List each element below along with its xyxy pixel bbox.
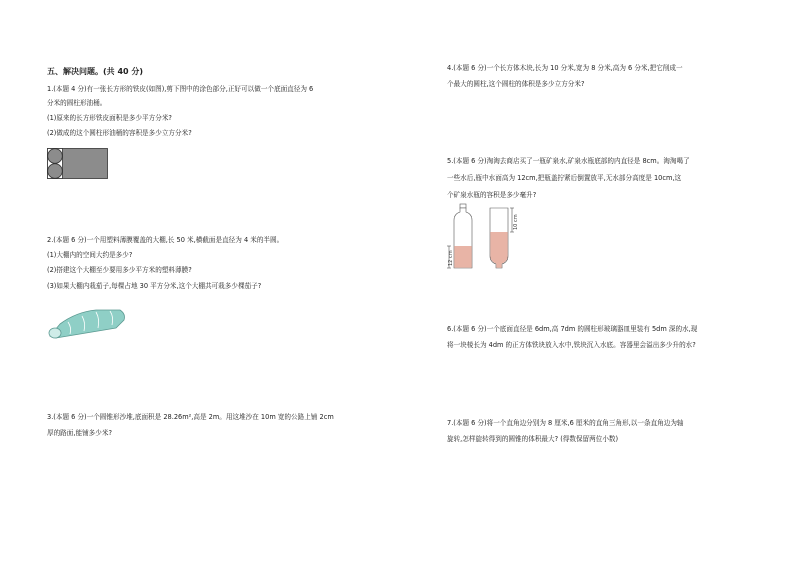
circle-bottom	[48, 164, 63, 179]
q3-text-line2: 厚的路面,能铺多少米?	[47, 429, 112, 437]
q5-text-line2: 一些水后,瓶中水面高为 12cm,把瓶盖拧紧后倒置放平,无水部分高度是 10cm,这	[447, 174, 682, 182]
q2-greenhouse-figure	[46, 306, 126, 340]
label-12cm: 12 cm	[448, 250, 454, 266]
q1-text-line1: 1.(本题 4 分)有一张长方形的铁皮(如图),剪下图中的涂色部分,正好可以做一个底面直径为 6	[47, 85, 314, 93]
q5-text-line1: 5.(本题 6 分)淘淘去商店买了一瓶矿泉水,矿泉水瓶底部的内直径是 8cm。淘淘喝了	[447, 157, 690, 165]
q6-text-line2: 将一块棱长为 4dm 的正方体铁块放入水中,铁块沉入水底。容器里会溢出多少升的水?	[447, 341, 696, 349]
q5-text-line3: 个矿泉水瓶的容积是多少毫升?	[447, 191, 537, 199]
tunnel-front	[49, 328, 61, 338]
circle-top	[48, 149, 63, 164]
q2-sub3: (3)如果大棚内栽茄子,每棵占地 30 平方分米,这个大棚共可栽多少棵茄子?	[47, 282, 262, 290]
bottle-inverted	[490, 208, 519, 268]
q1-sheet-figure	[47, 148, 109, 180]
q4-text-line1: 4.(本题 6 分)一个长方体木块,长为 10 分米,宽为 8 分米,高为 6 分米,把它削成一	[447, 64, 683, 72]
bottle-upright-water	[454, 246, 471, 268]
q7-text-line1: 7.(本题 6 分)将一个直角边分别为 8 厘米,6 厘米的直角三角形,以一条直角边为轴	[447, 419, 684, 427]
q2-sub1: (1)大棚内的空间大约是多少?	[47, 251, 133, 259]
label-10cm: 10 cm	[513, 214, 519, 230]
q1-sub2: (2)做成的这个圆柱形油桶的容积是多少立方分米?	[47, 129, 192, 137]
bottle-upright	[447, 204, 472, 268]
q7-text-line2: 旋转,怎样旋转得到的圆锥的体积最大? (得数保留两位小数)	[447, 435, 619, 443]
q4-text-line2: 个最大的圆柱,这个圆柱的体积是多少立方分米?	[447, 80, 585, 88]
q1-text-line2: 分米的圆柱形油桶。	[47, 99, 107, 107]
q2-text-line1: 2.(本题 6 分)一个用塑料薄膜覆盖的大棚,长 50 米,横截面是直径为 4 米的半圆。	[47, 236, 284, 244]
q2-sub2: (2)搭建这个大棚至少要用多少平方米的塑料薄膜?	[47, 266, 192, 274]
q1-sub1: (1)原来的长方形铁皮面积是多少平方分米?	[47, 114, 172, 122]
q5-bottles-figure	[444, 202, 524, 272]
q6-text-line1: 6.(本题 6 分)一个底面直径是 6dm,高 7dm 的圆柱形玻璃器皿里装有 5dm 深的水,现	[447, 325, 698, 333]
q3-text-line1: 3.(本题 6 分)一个圆锥形沙堆,底面积是 28.26m²,高是 2m。用这堆沙在 10m 宽的公路上铺 2cm	[47, 413, 334, 421]
section-title: 五、解决问题。(共 40 分)	[47, 67, 144, 76]
bottle-upright-cap	[460, 204, 466, 208]
